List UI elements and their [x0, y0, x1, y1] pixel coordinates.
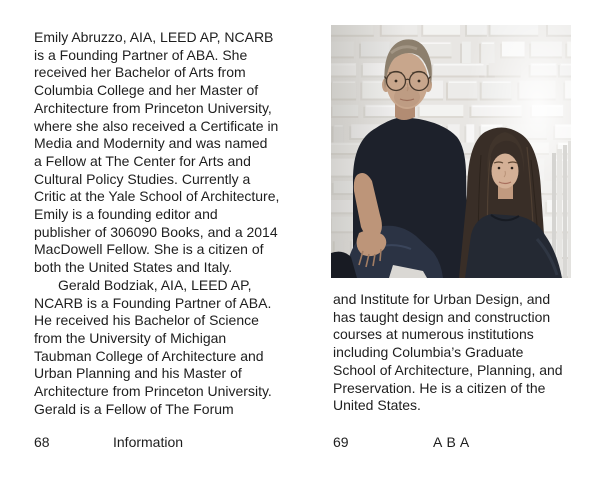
bio-line: courses at numerous institutions [333, 326, 534, 343]
bio-line: Media and Modernity and was named [34, 135, 268, 152]
bio-line: Gerald is a Fellow of The Forum [34, 400, 234, 417]
bio-line: Columbia College and her Master of [34, 82, 259, 99]
bio-line: Architecture from Princeton University. [34, 383, 272, 400]
bio-line: Emily is a founding editor and [34, 206, 218, 223]
bio-line: He received his Bachelor of Science [34, 312, 259, 329]
bio-line: NCARB is a Founding Partner of ABA. [34, 294, 272, 311]
bio-line: United States. [333, 397, 421, 414]
bio-line: has taught design and construction [333, 308, 551, 325]
bio-line: MacDowell Fellow. She is a citizen of [34, 241, 264, 258]
bio-line: publisher of 306090 Books, and a 2014 [34, 223, 278, 240]
left-footer-label: Information [113, 434, 184, 450]
bio-line: Cultural Policy Studies. Currently a [34, 170, 251, 187]
bio-line: is a Founding Partner of ABA. She [34, 46, 248, 63]
left-page-number: 68 [34, 434, 50, 450]
bio-line: received her Bachelor of Arts from [34, 64, 246, 81]
bio-line: Emily Abruzzo, AIA, LEED AP, NCARB [34, 29, 274, 45]
bio-line: Taubman College of Architecture and [34, 347, 264, 364]
bio-line: School of Architecture, Planning, and [333, 361, 563, 378]
bio-line: Architecture from Princeton University, [34, 99, 272, 116]
bio-line: both the United States and Italy. [34, 259, 233, 276]
right-footer-label: A B A [433, 434, 470, 450]
portrait-photo [331, 25, 571, 278]
bio-line: a Fellow at The Center for Arts and [34, 152, 251, 169]
bio-line: and Institute for Urban Design, and [333, 291, 551, 307]
right-page-bio-text [333, 291, 588, 415]
bio-line: from the University of Michigan [34, 329, 227, 346]
bio-line: Preservation. He is a citizen of the [333, 379, 546, 396]
bio-line-paragraph-start: Gerald Bodziak, AIA, LEED AP, [58, 276, 252, 293]
bio-line: Urban Planning and his Master of [34, 365, 242, 382]
bio-line: including Columbia’s Graduate [333, 344, 524, 361]
right-page-number: 69 [333, 434, 349, 450]
left-page-bio-text [34, 29, 314, 418]
bio-line: where she also received a Certificate in [34, 117, 279, 134]
bio-line: Critic at the Yale School of Architecture, [34, 188, 280, 205]
